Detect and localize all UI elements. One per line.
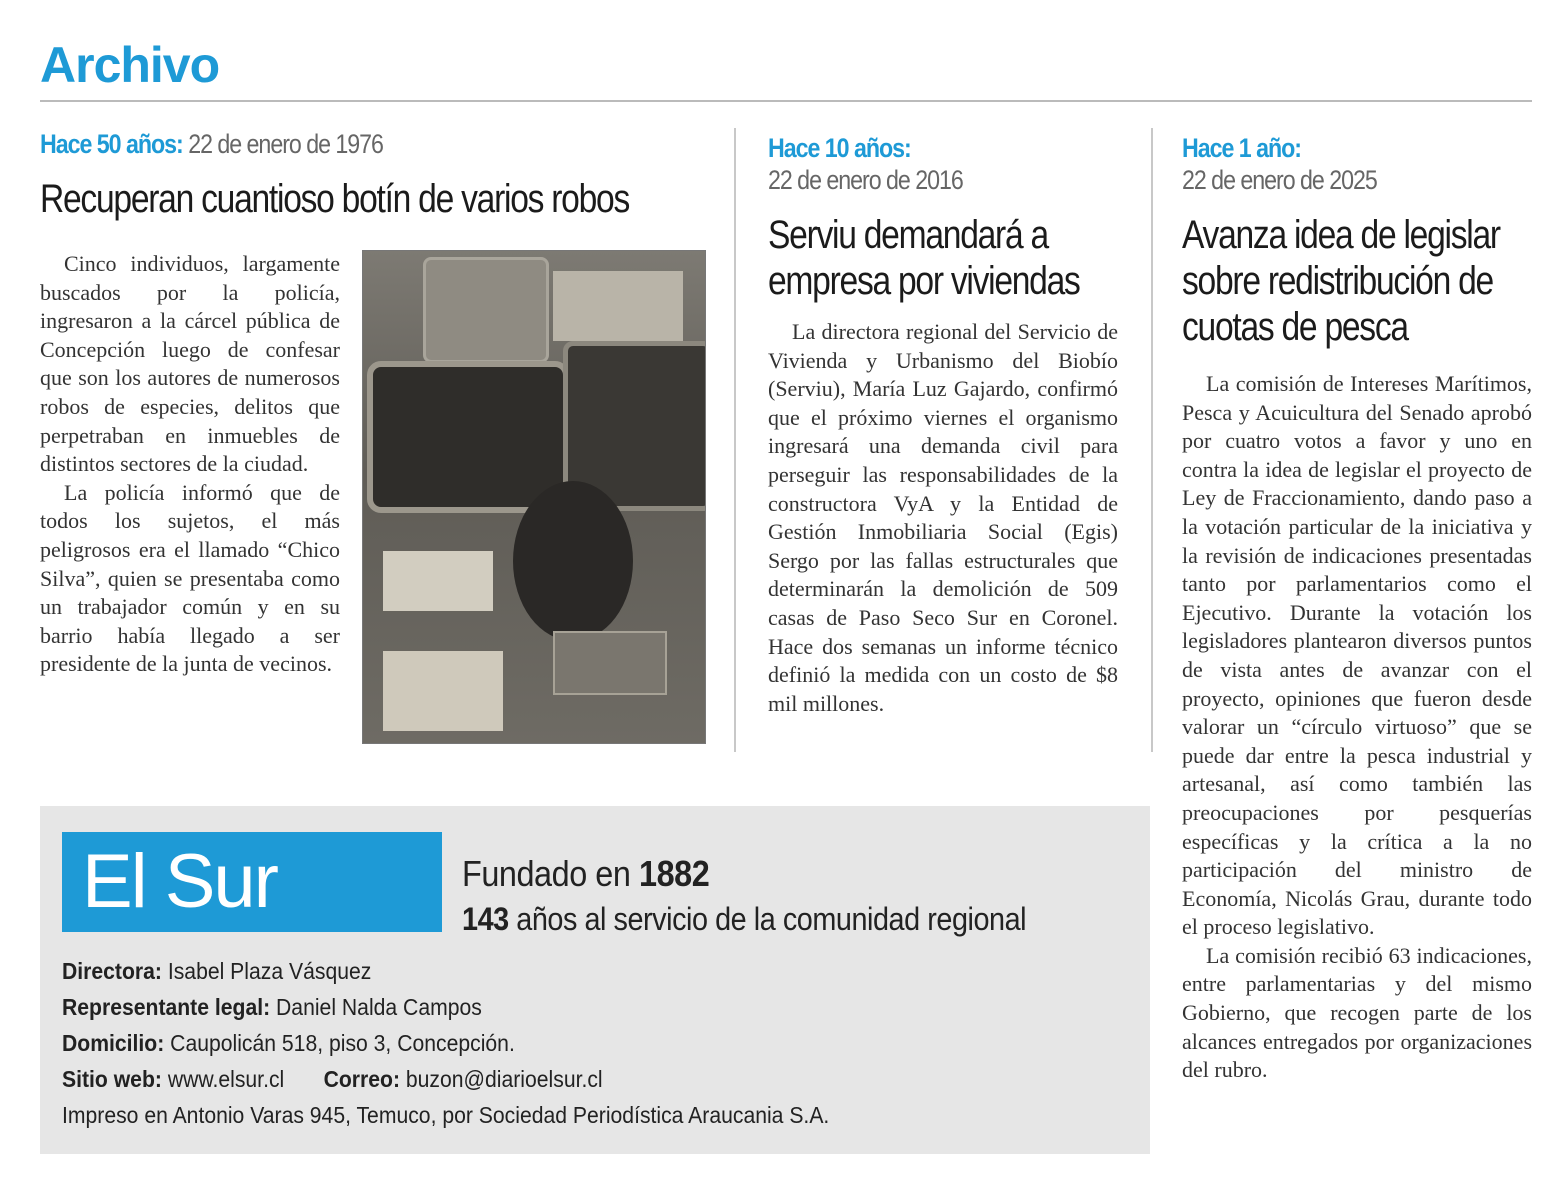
article-3-body [1182,370,1532,1085]
directora-line [62,956,371,986]
web-label: Sitio web: [62,1066,162,1092]
article-3-paragraph-2: La comisión recibió 63 indicaciones, entre parlamentarias y del mismo Gobierno, que recogen parte de los alcances entregados por organizaciones del rubro. [1182,942,1532,1083]
correo-label: Correo: [323,1066,401,1092]
article-1-headline: Recuperan cuantioso botín de varios robos [40,177,630,221]
founded-line [462,852,709,896]
years-count: 143 [462,901,509,937]
photo-dark-object [513,481,633,641]
column-divider-2 [1151,128,1153,752]
photo-tv-small [423,257,549,363]
article-1-photo [362,250,706,744]
correo-value[interactable]: buzon@diarioelsur.cl [400,1066,603,1092]
legal-value: Daniel Nalda Campos [270,994,482,1020]
photo-typewriter [553,631,667,695]
domicilio-label: Domicilio: [62,1030,165,1056]
column-divider-1 [734,128,736,752]
article-2-kicker-label: Hace 10 años: [768,133,911,163]
article-1-body [40,250,340,679]
article-3-kicker-date: 22 de enero de 2025 [1182,165,1377,195]
photo-box-top [553,271,683,341]
article-1-kicker-label: Hace 50 años: [40,129,183,159]
article-1-kicker-date: 22 de enero de 1976 [188,129,383,159]
title-divider [40,100,1532,102]
directora-value: Isabel Plaza Vásquez [161,958,372,984]
founded-prefix: Fundado en [462,853,640,894]
years-suffix: años al servicio de la comunidad regional [508,901,1027,937]
article-2-kicker-date: 22 de enero de 2016 [768,165,963,195]
article-3-kicker-label: Hace 1 año: [1182,133,1301,163]
legal-line [62,992,482,1022]
legal-label: Representante legal: [62,994,271,1020]
article-3-headline: Avanza idea de legislar sobre redistribución de cuotas de pesca [1182,213,1500,349]
photo-tv-large [367,361,569,513]
article-2-headline: Serviu demandará a empresa por viviendas [768,213,1080,303]
web-value[interactable]: www.elsur.cl [161,1066,285,1092]
article-1-paragraph-1: Cinco individuos, largamente buscados por la policía, ingresaron a la cárcel pública de Concepción luego de confesar que son los autores de numerosos robos de especies, delitos que perpetraban en inmuebles de distintos sectores de la ciudad. [40,251,340,477]
founded-year: 1882 [639,853,710,894]
years-line [462,898,1026,940]
article-3-kicker [1182,132,1377,196]
el-sur-logo: El Sur [62,832,442,932]
article-2-kicker [768,132,963,196]
photo-boxes-lower [383,651,503,731]
section-title: Archivo [40,37,220,93]
article-1-kicker [40,128,383,160]
photo-boxes-left [383,551,493,611]
article-2-body [768,318,1118,718]
directora-label: Directora: [62,958,162,984]
article-2-paragraph-1: La directora regional del Servicio de Vivienda y Urbanismo del Biobío (Serviu), María Luz Gajardo, confirmó que el próximo viernes el organismo ingresará una demanda civil para perseguir las responsabilidades de la constructora VyA y la Entidad de Gestión Inmobiliaria Social (Egis) Sergo por las fallas estructurales que determinarán la demolición de 509 casas de Paso Seco Sur en Coronel. Hace dos semanas un informe técnico definió la medida con un costo de $8 mil millones. [768,319,1118,716]
domicilio-line [62,1028,515,1058]
printed-line: Impreso en Antonio Varas 945, Temuco, por Sociedad Periodística Araucania S.A. [62,1102,830,1128]
domicilio-value: Caupolicán 518, piso 3, Concepción. [164,1030,515,1056]
article-1-paragraph-2: La policía informó que de todos los sujetos, el más peligrosos era el llamado “Chico Silva”, quien se presentaba como un trabajador común y en su barrio había llegado a ser presidente de la junta de vecinos. [40,479,340,677]
article-3-paragraph-1: La comisión de Intereses Marítimos, Pesca y Acuicultura del Senado aprobó por cuatro votos a favor y uno en contra la idea de legislar el proyecto de Ley de Fraccionamiento, dando paso a la votación particular de la iniciativa y la revisión de indicaciones presentadas tanto por parlamentarios como el Ejecutivo. Durante la votación los legisladores plantearon diversos puntos de vista antes de avanzar con el proyecto, opiniones que fueron desde valorar un “círculo virtuoso” que se puede dar entre la pesca industrial y artesanal, así como también las preocupaciones por pesquerías específicas y la crítica a la no participación del ministro de Economía, Nicolás Grau, durante todo el proceso legislativo. [1182,371,1532,940]
web-line [62,1064,603,1094]
